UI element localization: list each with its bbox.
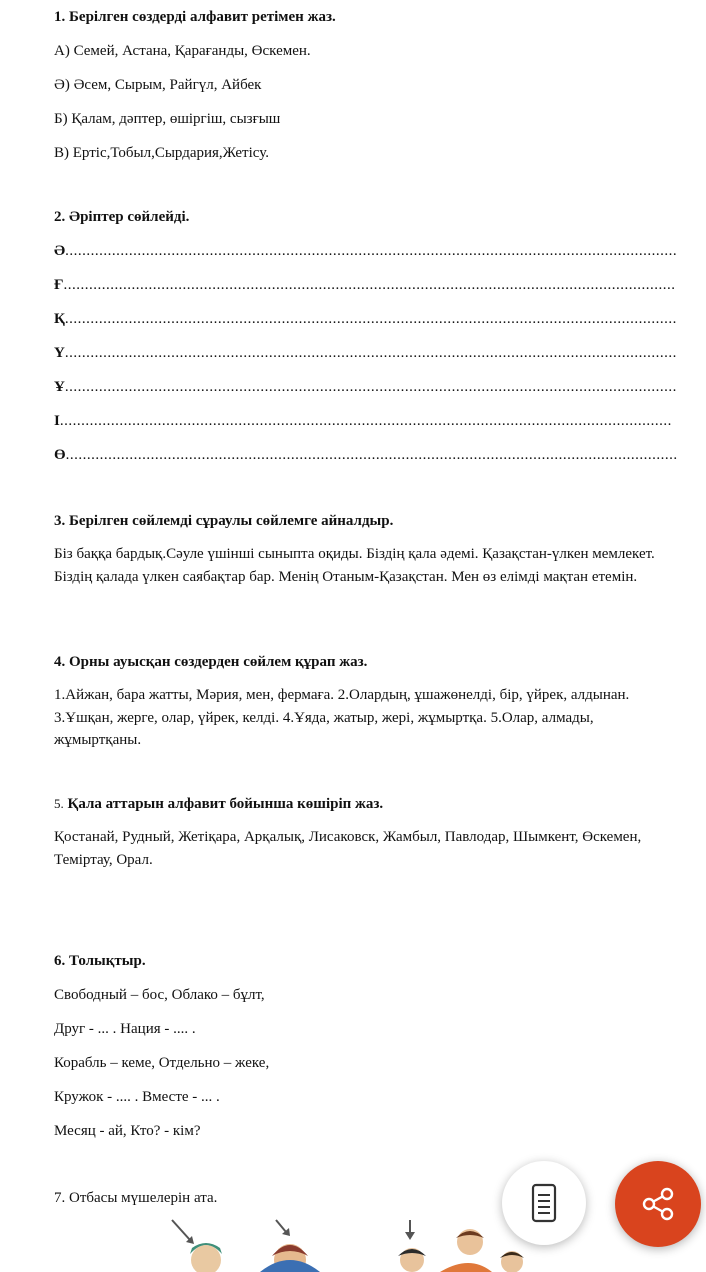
letter-line <box>54 274 676 296</box>
section-4-title: 4. Орны ауысқан сөздерден сөйлем құрап жаз. <box>54 654 368 670</box>
letter: Қ <box>54 311 65 327</box>
section-6-line: Кружок - .... . Вместе - ... . <box>54 1089 220 1105</box>
section-4-text: 1.Айжан, бара жатты, Мәрия, мен, фермаға. 2.Олардың, ұшажөнелді, бір, үйрек, алдынан. 3.Ұшқан, жерге, олар, үйрек, келді. 4.Ұяда, жатыр, жері, жұмыртқа. 5.Олар, алмады, жұмыртқаны. <box>54 687 630 748</box>
section-1-line-v: В) Ертіс,Тобыл,Сырдария,Жетісу. <box>54 145 269 161</box>
dotted-fill: ................................................................................................................................................ <box>63 277 676 293</box>
section-5-title-text: Қала аттарын алфавит бойынша көшіріп жаз. <box>67 796 384 812</box>
dotted-fill: ................................................................................................................................................ <box>64 379 677 395</box>
letter: Ғ <box>54 277 64 293</box>
section-2-title: 2. Әріптер сөйлейді. <box>54 209 190 225</box>
share-icon <box>638 1184 678 1224</box>
letter: Ө <box>54 447 66 463</box>
letter: Ү <box>54 345 65 361</box>
section-6-line: Месяц - ай, Кто? - кім? <box>54 1123 201 1139</box>
share-button[interactable] <box>615 1161 701 1247</box>
section-1-line-b: Б) Қалам, дәптер, өшіргіш, сызғыш <box>54 111 281 127</box>
section-3-text: Біз баққа бардық.Сәуле үшінші сыныпта оқиды. Біздің қала әдемі. Қазақстан-үлкен мемлекет. Біздің қалада үлкен саябақтар бар. Менің Отаным-Қазақстан. Мен өз елімді мақтан етемін. <box>54 546 655 585</box>
letter: Ұ <box>54 379 65 395</box>
section-5-title <box>54 793 383 815</box>
dotted-fill: ................................................................................................................................................ <box>59 413 672 429</box>
letter-line <box>54 240 677 262</box>
letter: І <box>54 413 60 429</box>
section-1-line-ae: Ә) Әсем, Сырым, Райгүл, Айбек <box>54 77 262 93</box>
family-illustration <box>140 1218 540 1272</box>
dotted-fill: ................................................................................................................................................ <box>65 447 678 463</box>
dotted-fill: ................................................................................................................................................ <box>64 345 677 361</box>
letter: Ә <box>54 243 66 259</box>
letter-line <box>54 444 678 466</box>
section-1-title: 1. Берілген сөздерді алфавит ретімен жаз. <box>54 9 336 25</box>
letter-line <box>54 308 677 330</box>
section-6-line: Друг - ... . Нация - .... . <box>54 1021 196 1037</box>
letter-line <box>54 410 672 432</box>
section-3-title: 3. Берілген сөйлемді сұраулы сөйлемге айналдыр. <box>54 513 394 529</box>
section-5-text: Қостанай, Рудный, Жетіқара, Арқалық, Лисаковск, Жамбыл, Павлодар, Шымкент, Өскемен, Теміртау, Орал. <box>54 829 642 868</box>
document-icon <box>530 1183 558 1223</box>
letter-line <box>54 376 677 398</box>
section-6-line: Корабль – кеме, Отдельно – жеке, <box>54 1055 270 1071</box>
section-7-title: 7. Отбасы мүшелерін ата. <box>54 1190 218 1206</box>
section-6-line: Свободный – бос, Облако – бұлт, <box>54 987 265 1003</box>
section-5-number: 5. <box>54 796 64 811</box>
letter-line <box>54 342 677 364</box>
document-view-button[interactable] <box>502 1161 586 1245</box>
section-6-title: 6. Толықтыр. <box>54 953 146 969</box>
dotted-fill: ................................................................................................................................................ <box>64 311 677 327</box>
dotted-fill: ................................................................................................................................................ <box>65 243 678 259</box>
section-1-line-a: А) Семей, Астана, Қарағанды, Өскемен. <box>54 43 311 59</box>
